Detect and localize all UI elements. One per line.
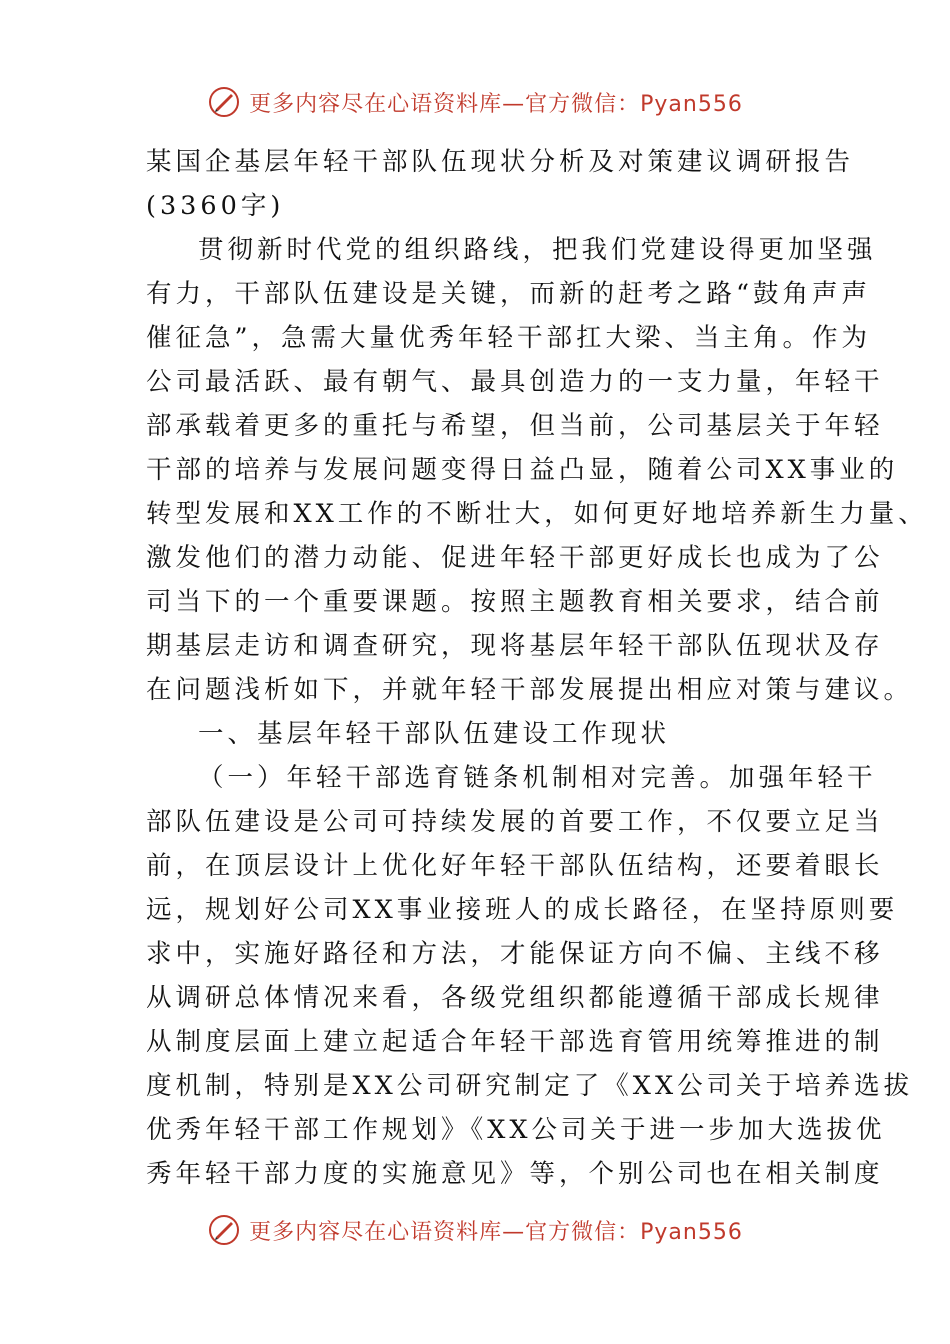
document-body: [146, 140, 928, 1196]
intro-paragraph-line: 干部的培养与发展问题变得日益凸显，随着公司XX事业的: [146, 455, 899, 485]
section-paragraph-line: （一）年轻干部选育链条机制相对完善。加强年轻干: [198, 763, 877, 793]
section-paragraph-line: 前，在顶层设计上优化好年轻干部队伍结构，还要着眼长: [146, 851, 884, 881]
section-paragraph-line: 从制度层面上建立起适合年轻干部选育管用统筹推进的制: [146, 1027, 884, 1057]
section-paragraph-line: 优秀年轻干部工作规划》《XX公司关于进一步加大选拔优: [146, 1115, 886, 1145]
watermark-text: 更多内容尽在心语资料库—官方微信：Pyan556: [249, 91, 743, 117]
watermark-text: 更多内容尽在心语资料库—官方微信：Pyan556: [249, 1219, 743, 1245]
intro-paragraph-line: 有力，干部队伍建设是关键，而新的赶考之路“鼓角声声: [146, 279, 872, 309]
intro-paragraph-line: 公司最活跃、最有朝气、最具创造力的一支力量，年轻干: [146, 367, 884, 397]
intro-paragraph-line: 转型发展和XX工作的不断壮大，如何更好地培养新生力量、: [146, 499, 928, 529]
intro-paragraph-line: 司当下的一个重要课题。按照主题教育相关要求，结合前: [146, 587, 884, 617]
intro-paragraph-line: 在问题浅析如下，并就年轻干部发展提出相应对策与建议。: [146, 675, 914, 705]
section-paragraph-line: 部队伍建设是公司可持续发展的首要工作，不仅要立足当: [146, 807, 884, 837]
intro-paragraph-line: 期基层走访和调查研究，现将基层年轻干部队伍现状及存: [146, 631, 884, 661]
intro-paragraph-line: 贯彻新时代党的组织路线，把我们党建设得更加坚强: [198, 235, 877, 265]
section-paragraph-line: 求中，实施好路径和方法，才能保证方向不偏、主线不移: [146, 939, 884, 969]
section-heading: 一、基层年轻干部队伍建设工作现状: [198, 719, 671, 749]
quill-stamp-icon: [207, 1213, 241, 1247]
intro-paragraph-line: 激发他们的潜力动能、促进年轻干部更好成长也成为了公: [146, 543, 884, 573]
header-watermark: [0, 80, 950, 124]
intro-paragraph-line: 部承载着更多的重托与希望，但当前，公司基层关于年轻: [146, 411, 884, 441]
section-paragraph-line: 远，规划好公司XX事业接班人的成长路径，在坚持原则要: [146, 895, 899, 925]
footer-watermark: [0, 1208, 950, 1252]
quill-stamp-icon: [207, 85, 241, 119]
intro-paragraph-line: 催征急”，急需大量优秀年轻干部扛大梁、当主角。作为: [146, 323, 872, 353]
section-paragraph-line: 秀年轻干部力度的实施意见》等，个别公司也在相关制度: [146, 1159, 884, 1189]
section-paragraph-line: 从调研总体情况来看，各级党组织都能遵循干部成长规律: [146, 983, 884, 1013]
document-title-line-2: (3360字): [146, 191, 285, 221]
document-title-line-1: 某国企基层年轻干部队伍现状分析及对策建议调研报告: [146, 147, 855, 177]
section-paragraph-line: 度机制，特别是XX公司研究制定了《XX公司关于培养选拔: [146, 1071, 914, 1101]
